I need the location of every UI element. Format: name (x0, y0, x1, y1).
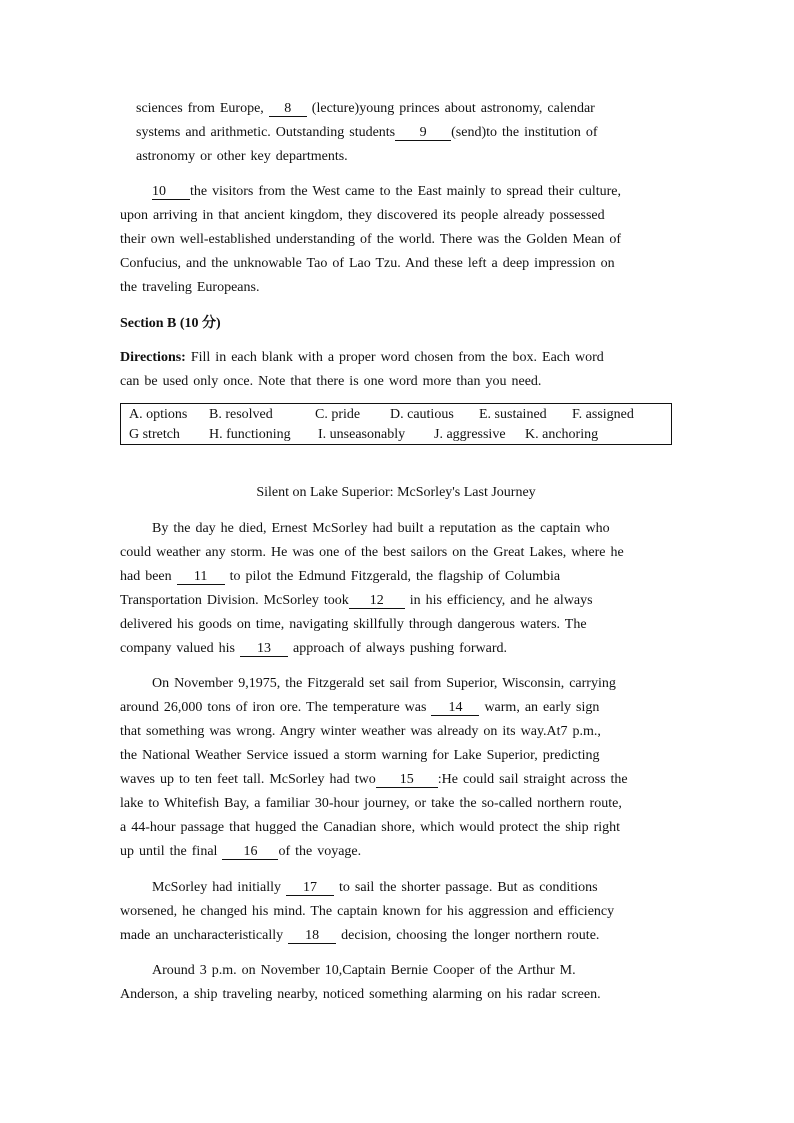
paragraph-continuation: sciences from Europe, 8 (lecture)young princes about astronomy, calendar systems and arithmetic. Outstanding students 9 (send)to the institution of astronomy or other key departments. (136, 101, 598, 164)
blank-10[interactable]: 10 (152, 184, 190, 200)
paragraph-fitzgerald: On November 9,1975, the Fitzgerald set sail from Superior, Wisconsin, carrying around 26,000 tons of iron ore. The temperature was 14 warm, an early sign that something was wrong. Angry winter weather was already on its way.At7 p.m., the National Weather Service issued a storm warning for Lake Superior, predicting waves up to ten feet tall. McSorley had two 15 :He could sail straight across the lake to Whitefish Bay, a familiar 30-hour journey, or take the so-called northern route, a 44-hour passage that hugged the Canadian shore, which would protect the ship right up until the final 16 of the voyage. (120, 676, 628, 859)
paragraph-reputation: By the day he died, Ernest McSorley had built a reputation as the captain who could weather any storm. He was one of the best sailors on the Great Lakes, where he had been 11 to pilot the Edmund Fitzgerald, the flagship of Columbia Transportation Division. McSorley took 12 in his efficiency, and he always delivered his goods on time, navigating skillfully through dangerous waters. The company valued his 13 approach of always pushing forward. (120, 521, 624, 656)
word-option[interactable]: F. assigned (572, 407, 634, 422)
word-option[interactable]: H. functioning (209, 427, 291, 442)
blank-17[interactable]: 17 (286, 880, 334, 896)
word-option[interactable]: I. unseasonably (318, 427, 406, 442)
blank-14[interactable]: 14 (431, 700, 479, 716)
word-option[interactable]: J. aggressive (434, 427, 506, 442)
blank-9[interactable]: 9 (395, 125, 451, 141)
blank-11[interactable]: 11 (177, 569, 225, 585)
word-option[interactable]: D. cautious (390, 407, 454, 422)
word-option[interactable]: C. pride (315, 407, 361, 422)
directions: Directions: Fill in each blank with a proper word chosen from the box. Each word can be used only once. Note that there is one word more than you need. (120, 350, 604, 389)
word-option[interactable]: A. options (129, 407, 188, 422)
word-box (120, 403, 672, 445)
blank-15[interactable]: 15 (376, 772, 438, 788)
blank-8[interactable]: 8 (269, 101, 307, 117)
word-option[interactable]: K. anchoring (525, 427, 599, 442)
directions-label: Directions: (120, 350, 186, 365)
word-option[interactable]: E. sustained (479, 407, 547, 422)
word-option[interactable]: B. resolved (209, 407, 273, 422)
section-b-heading: Section B (10 分) (120, 316, 221, 331)
passage-title: Silent on Lake Superior: McSorley's Last Journey (256, 485, 536, 500)
blank-16[interactable]: 16 (222, 844, 278, 860)
paragraph-anderson: Around 3 p.m. on November 10,Captain Bernie Cooper of the Arthur M. Anderson, a ship traveling nearby, noticed something alarming on his radar screen. (120, 963, 601, 1002)
blank-12[interactable]: 12 (349, 593, 405, 609)
paragraph-visitors: 10 the visitors from the West came to the East mainly to spread their culture, upon arriving in that ancient kingdom, they discovered its people already possessed their own well-established understanding of the world. There was the Golden Mean of Confucius, and the unknowable Tao of Lao Tzu. And these left a deep impression on the traveling Europeans. (120, 184, 622, 295)
blank-18[interactable]: 18 (288, 928, 336, 944)
word-option[interactable]: G stretch (129, 427, 180, 442)
paragraph-decision: McSorley had initially 17 to sail the shorter passage. But as conditions worsened, he changed his mind. The captain known for his aggression and efficiency made an uncharacteristically 18 decision, choosing the longer northern route. (120, 880, 615, 943)
blank-13[interactable]: 13 (240, 641, 288, 657)
